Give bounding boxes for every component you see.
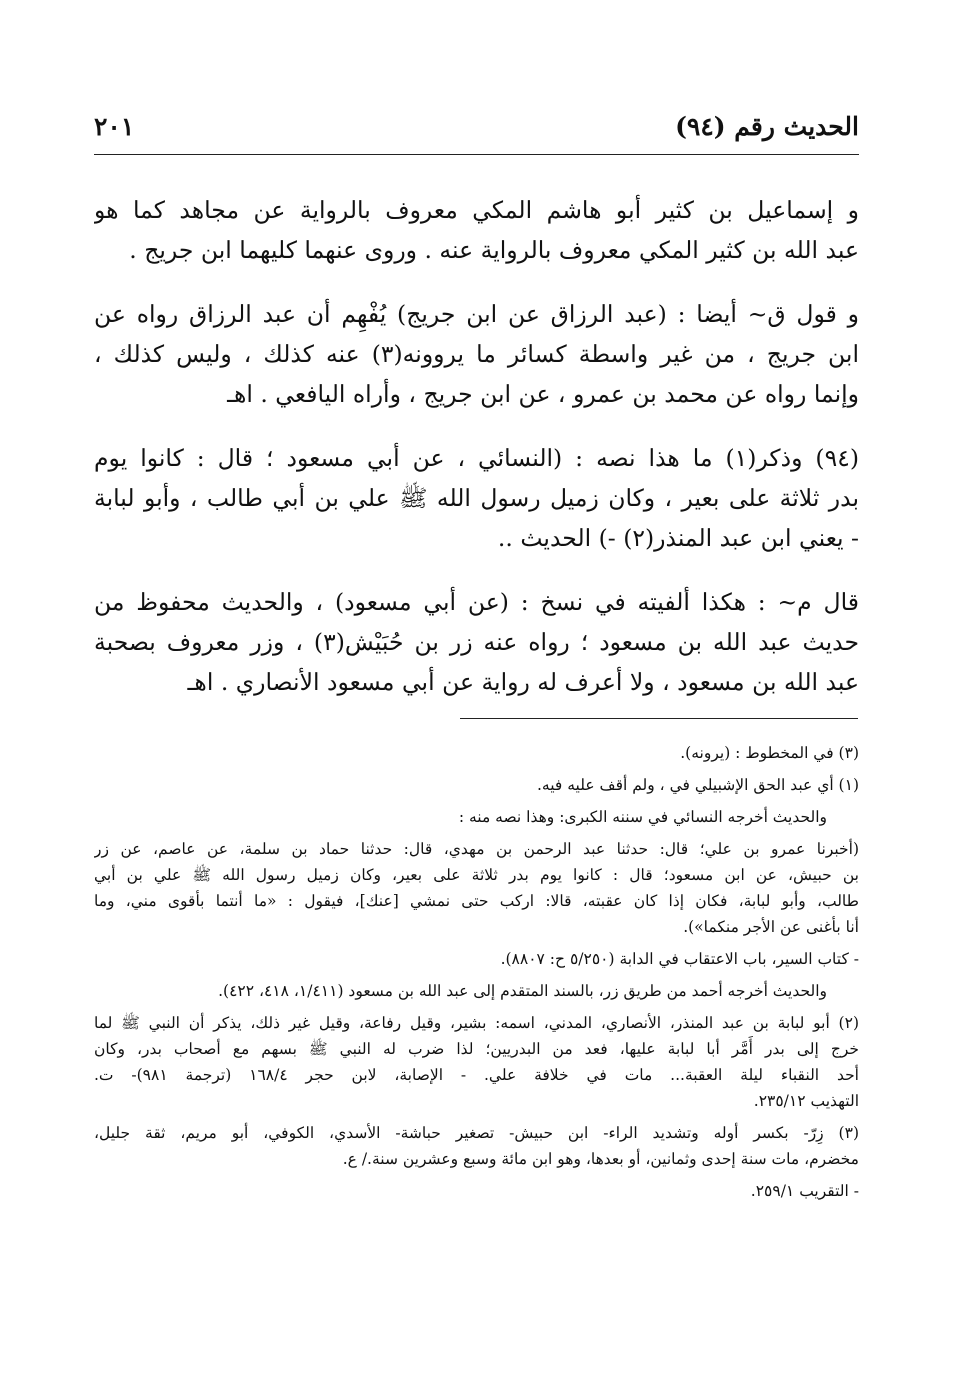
text-line: ابن جريج ، من غير واسطة كسائر ما يروونه(٣) عنه كذلك ، وليس كذلك ،	[94, 340, 859, 368]
footnote	[94, 836, 859, 940]
text-line: حديث عبد الله بن مسعود ؛ رواه عنه زر بن حُبَيْش(٣) ، وزر معروف بصحبة	[94, 628, 859, 656]
footnote	[94, 804, 859, 830]
footnote-line: والحديث أخرجه أحمد من طريق زر، بالسند المتقدم إلى عبد الله بن مسعود (١/٤١١، ٤١٨، ٤٢٢).	[218, 982, 827, 1000]
footnote-line: خرج إلى بدر أَمَّر أبا لبابة عليها، فعد من البدريين؛ لذا ضرب له النبي ﷺ بسهم مع أصحاب بدر، وكان	[94, 1040, 859, 1058]
footnote-line: والحديث أخرجه النسائي في سننه الكبرى: وهذا نصه منه :	[458, 808, 827, 826]
footnote	[94, 1010, 859, 1114]
footnote-line: (٢) أبو لبابة بن عبد المنذر، الأنصاري، المدني، اسمه: بشير، وقيل رفاعة، وقيل غير ذلك، يذكر أن النبي ﷺ لما	[94, 1014, 859, 1032]
text-line: (٩٤) وذكر(١) ما هذا نصه : (النسائي ، عن أبي مسعود ؛ قال : كانوا يوم	[94, 444, 859, 472]
footnote-line: (١) أي عبد الحق الإشبيلي في ، ولم أقف عليه فيه.	[536, 776, 859, 794]
footnote-line: مخضرم، مات سنة إحدى وثمانين، أو بعدها، وهو ابن مائة وسبع وعشرين سنة./ ع.	[342, 1150, 859, 1168]
text-line: عبد الله بن مسعود ، ولا أعرف له رواية عن أبي مسعود الأنصاري . اهـ	[187, 668, 859, 696]
footnote	[94, 1120, 859, 1172]
text-line: بدر ثلاثة على بعير ، وكان زميل رسول الله ﷺ علي بن أبي طالب ، وأبو لبابة	[94, 484, 859, 512]
footnote-line: (٣) في المخطوط : (يرونه).	[680, 744, 859, 762]
main-text	[94, 190, 859, 726]
text-line: و قول ق~ أيضا : (عبد الرزاق عن ابن جريج) يُفْهِم أن عبد الرزاق رواه عن	[94, 300, 859, 328]
paragraph	[94, 438, 859, 558]
footnote-line: بن حبيش، عن ابن مسعود؛ قال : كانوا يوم بدر ثلاثة على بعير، وكان زميل رسول الله ﷺ علي بن أبي	[94, 866, 859, 884]
footnote	[94, 772, 859, 798]
footnote-line: أحد النقباء ليلة العقبة... مات في خلافة علي. - الإصابة، لابن حجر ١٦٨/٤ (ترجمة ٩٨١)- ت.	[94, 1066, 859, 1084]
text-line: و إسماعيل بن كثير أبو هاشم المكي معروف بالرواية عن مجاهد كما هو	[94, 196, 859, 224]
chapter-title: الحديث رقم (٩٤)	[675, 112, 859, 141]
text-line: وإنما رواه عن محمد بن عمرو ، عن ابن جريج ، وأراه اليافعي . اهـ	[227, 380, 859, 408]
footnote	[94, 978, 859, 1004]
footnote-line: - كتاب السير، باب الاعتقاب في الدابة (٥/٢٥٠ ح: ٨٨٠٧).	[500, 950, 859, 968]
text-line: قال م~ : هكذا ألفيته في نسخ : (عن أبي مسعود) ، والحديث محفوظ من	[94, 588, 859, 616]
footnote	[94, 740, 859, 766]
footnote-line: أنا بأغنى عن الأجر منكما»).	[683, 918, 859, 936]
footnote	[94, 946, 859, 972]
paragraph	[94, 190, 859, 270]
footnotes	[94, 740, 859, 1210]
page-header	[94, 96, 859, 155]
text-line: - يعني ابن عبد المنذر(٢) -) الحديث ..	[497, 524, 859, 552]
footnote-line: (٣) زِرّ- بكسر أوله وتشديد الراء- ابن حبيش- تصغير حباشة- الأسدي، الكوفي، أبو مريم، ثقة جليل،	[94, 1124, 859, 1142]
paragraph	[94, 294, 859, 414]
paragraph	[94, 582, 859, 702]
footnote-line: طالب، وأبو لبابة، فكان إذا كان عقبته، قالا: اركب حتى نمشي [عنك]، فيقول : «ما أنتما بأقوى مني، وما	[94, 892, 859, 910]
footnote-separator	[460, 718, 858, 719]
text-line: عبد الله بن كثير المكي معروف بالرواية عنه . وروى عنهما كليهما ابن جريج .	[129, 236, 859, 264]
footnote	[94, 1178, 859, 1204]
footnote-line: - التقريب ٢٥٩/١.	[750, 1182, 859, 1200]
footnote-line: (أخبرنا عمرو بن علي؛ قال: حدثنا عبد الرحمن بن مهدي، قال: حدثنا حماد بن سلمة، عن عاصم، عن زر	[94, 840, 859, 858]
footnote-line: التهذيب ٢٣٥/١٢.	[753, 1092, 859, 1110]
page-number: ٢٠١	[94, 112, 135, 141]
